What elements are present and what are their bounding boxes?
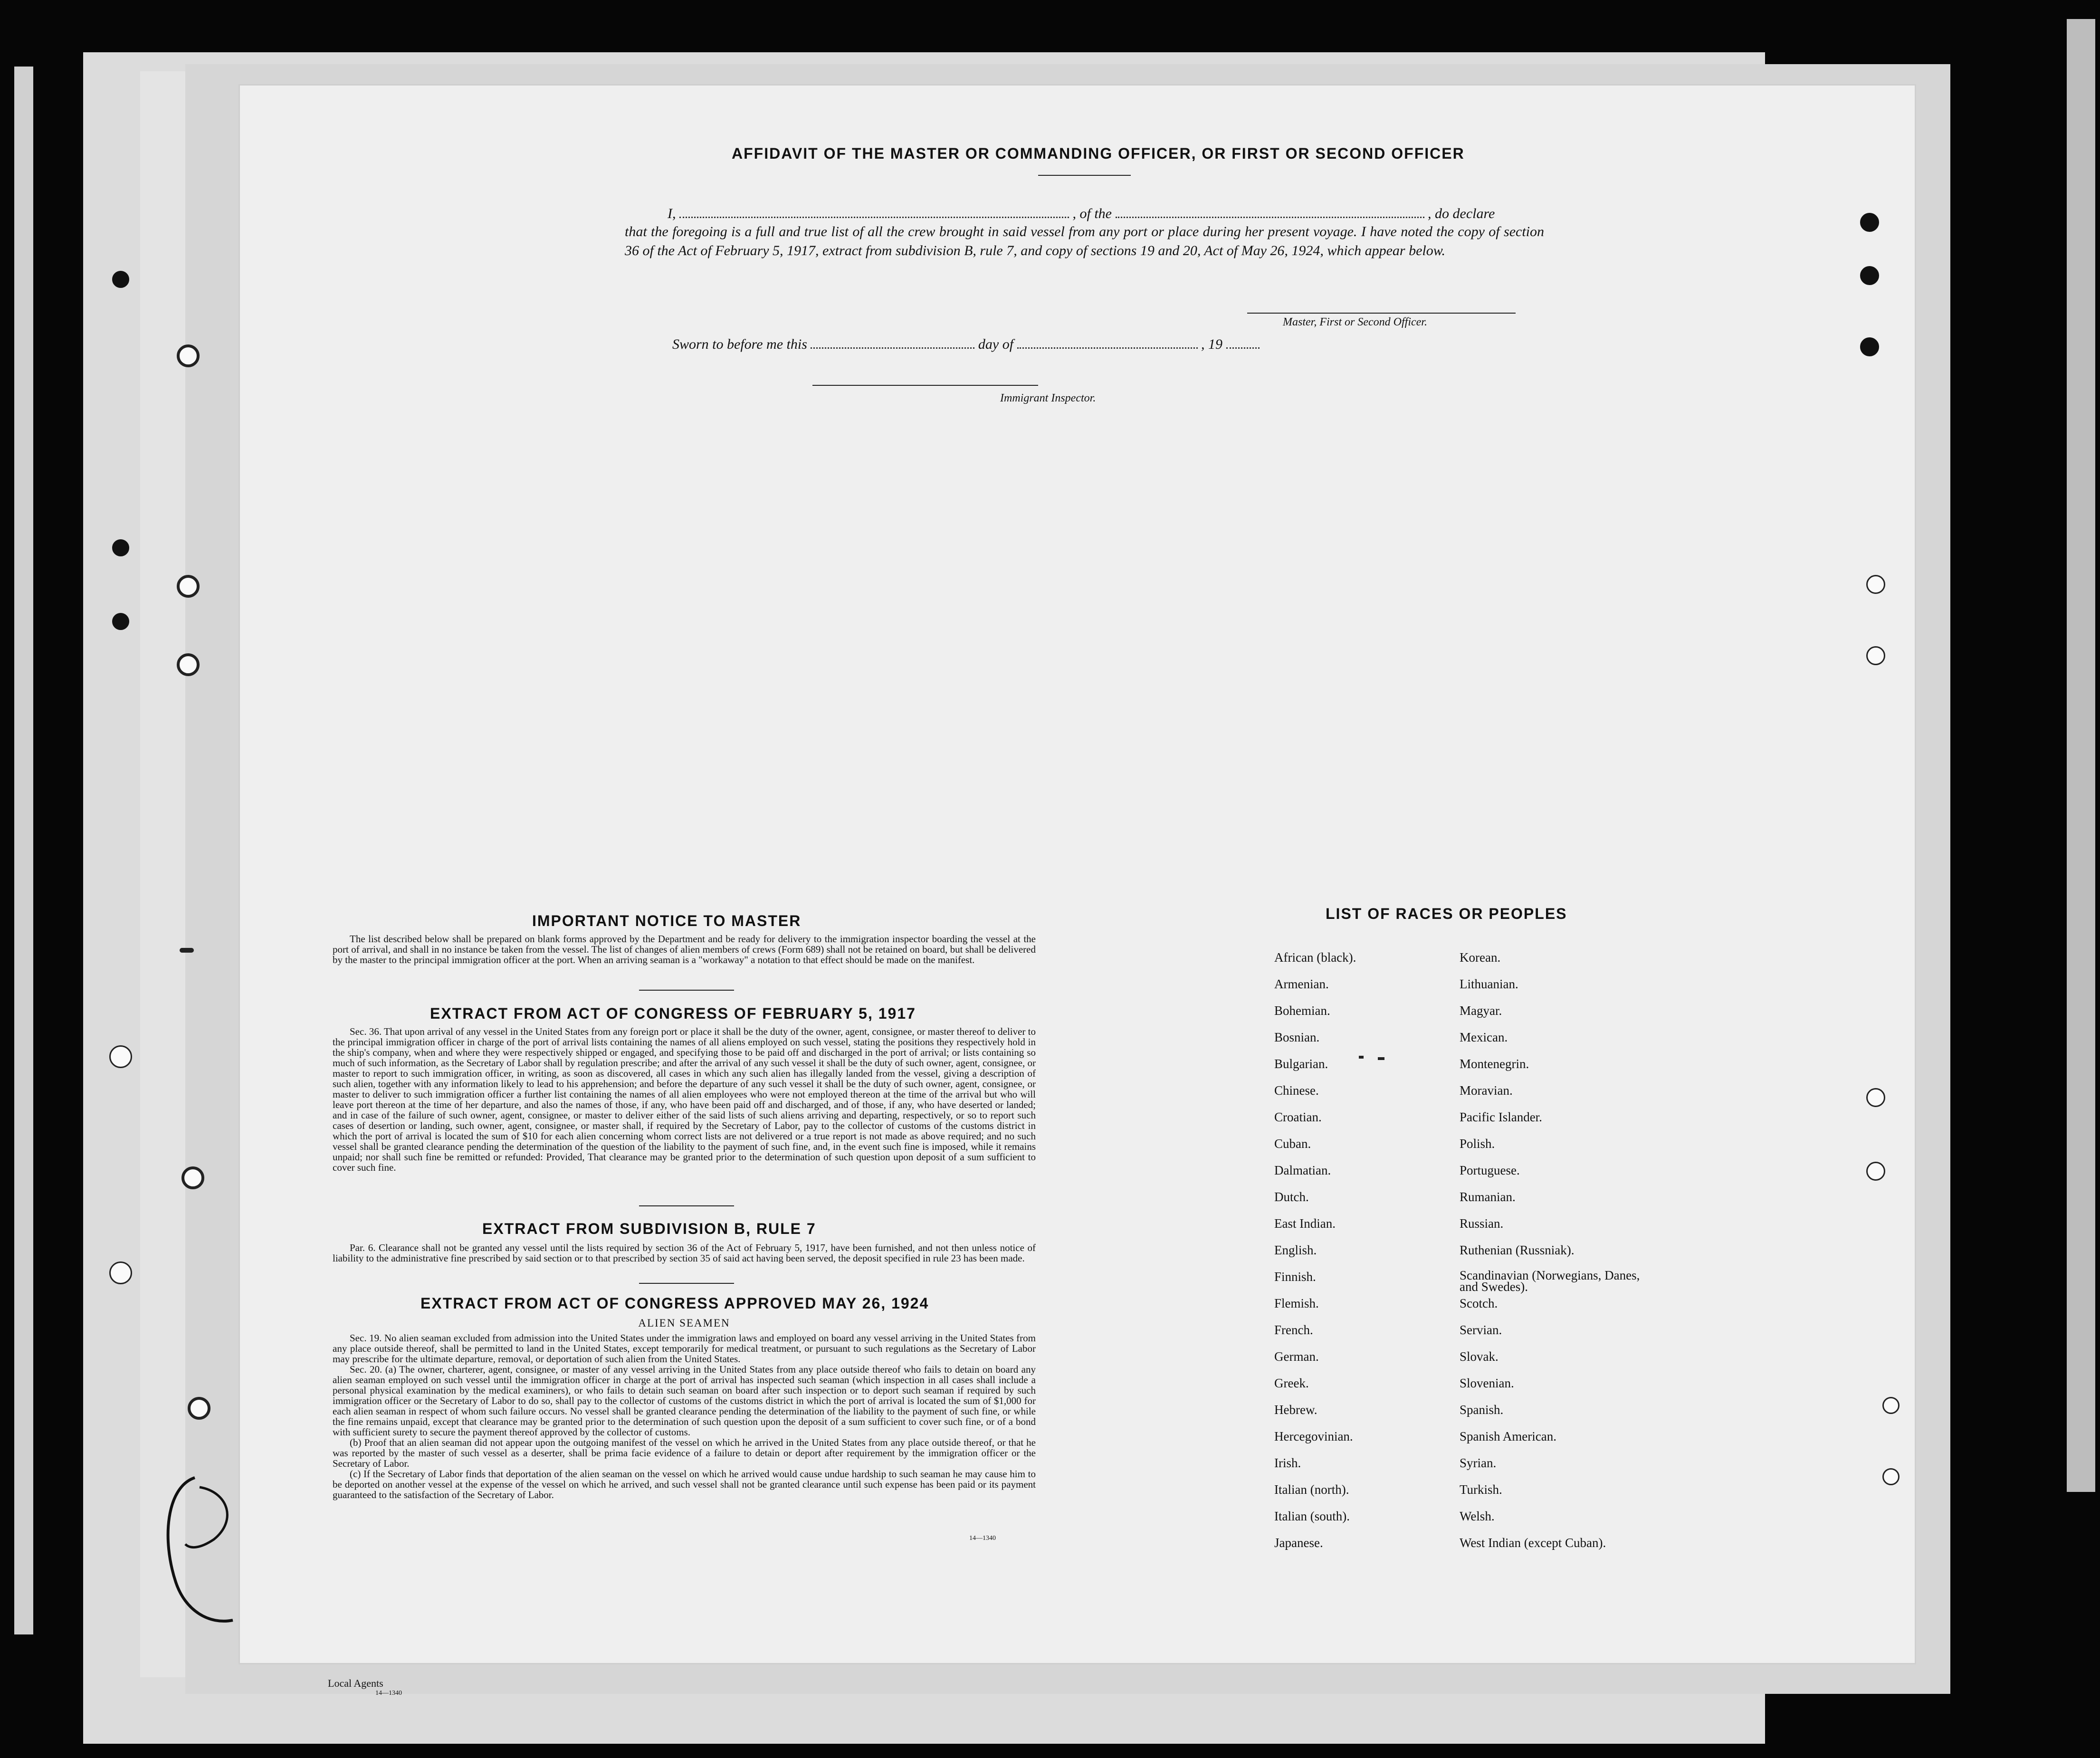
race-item: Spanish American. (1460, 1429, 1556, 1443)
affidavit-of-the: , of the (1072, 206, 1112, 221)
punch-hole (1866, 575, 1885, 594)
extract-1917-title: EXTRACT FROM ACT OF CONGRESS OF FEBRUARY 5, 1917 (430, 1005, 916, 1022)
notice-body: The list described below shall be prepared on blank forms approved by the Department and be ready for delivery to the immigration inspector boarding the vessel at the port of arrival, and shall in no instance be taken from the vessel. The list of changes of alien members of crews (Form 689) shall not be retained on board, but shall be delivered by the master to the principal immigration officer at the port. When an arriving seaman is a "workaway" a notation to that effect should be made on the manifest. (333, 933, 1036, 965)
punch-hole (109, 1261, 132, 1284)
race-item: Irish. (1274, 1456, 1301, 1470)
sworn-day-field[interactable] (811, 334, 974, 349)
sworn-prefix: Sworn to before me this (672, 336, 807, 352)
section-19: Sec. 19. No alien seaman excluded from admission into the United States under the immigration laws and employed on board any vessel arriving in the United States from any place outside thereof, shall be permitted to land in the United States, except temporarily for medical treatment, or pursuant to such regulations as the Secretary of Labor may prescribe for the ultimate departure, removal, or deportation of such alien from the United States. (333, 1332, 1036, 1365)
race-item: Russian. (1460, 1216, 1504, 1231)
race-item: Turkish. (1460, 1482, 1502, 1497)
race-item: Moravian. (1460, 1083, 1513, 1098)
vessel-name-field[interactable] (1116, 203, 1424, 218)
section-20c: (c) If the Secretary of Labor finds that deportation of the alien seaman on the vessel on which he arrived would cause undue hardship to such seaman he may cause him to be deported on another vessel at the expense of the vessel on which he arrived, and such vessel shall not be granted clearance until such expense has been paid or its payment guaranteed to the satisfaction of the Secretary of Labor. (333, 1468, 1036, 1500)
affidavit-title: AFFIDAVIT OF THE MASTER OR COMMANDING OFFICER, OR FIRST OR SECOND OFFICER (732, 145, 1465, 162)
race-item: Italian (north). (1274, 1482, 1349, 1497)
race-item: Armenian. (1274, 977, 1329, 991)
race-item: Pacific Islander. (1460, 1110, 1542, 1124)
punch-hole (112, 271, 129, 288)
race-item: English. (1274, 1243, 1317, 1257)
race-item: East Indian. (1274, 1216, 1336, 1231)
punch-hole (188, 1397, 210, 1420)
signature-label: Master, First or Second Officer. (1283, 316, 1427, 328)
form-number: 14—1340 (969, 1535, 996, 1542)
rule7-title: EXTRACT FROM SUBDIVISION B, RULE 7 (482, 1220, 816, 1237)
race-item: Syrian. (1460, 1456, 1497, 1470)
races-left-column (1274, 950, 1356, 1562)
race-item: Cuban. (1274, 1137, 1311, 1151)
signature-line[interactable] (1247, 313, 1516, 314)
local-agents-stamp (328, 1677, 402, 1697)
sworn-line (672, 334, 1260, 353)
race-item: Rumanian. (1460, 1190, 1516, 1204)
race-item: Servian. (1460, 1323, 1502, 1337)
sworn-month-field[interactable] (1017, 334, 1198, 349)
punch-hole (181, 1166, 204, 1189)
stamp-label: Local Agents (328, 1677, 383, 1689)
race-item: Welsh. (1460, 1509, 1495, 1523)
race-item: Bulgarian. (1274, 1057, 1328, 1071)
stamp-number: 14—1340 (375, 1690, 402, 1697)
race-item: Japanese. (1274, 1536, 1323, 1550)
punch-hole (112, 613, 129, 630)
punch-hole (1860, 213, 1879, 232)
affidavit-i: I, (668, 206, 676, 221)
rule7-body: Par. 6. Clearance shall not be granted any vessel until the lists required by section 36 of the Act of February 5, 1917, have been furnished, and not then unless notice of liability to the administrative fine prescribed by said section or to that prescribed by section 35 of said act having been served, the deposit specified in rule 23 has been made. (333, 1242, 1036, 1264)
punch-hole (1866, 1162, 1885, 1181)
page-edge-right (2067, 19, 2095, 1492)
punch-hole (112, 539, 129, 556)
affidavit-do-declare: , do declare (1428, 206, 1495, 221)
race-item: Flemish. (1274, 1296, 1319, 1310)
punch-hole (109, 1045, 132, 1068)
section-divider (639, 1283, 734, 1284)
race-item: Italian (south). (1274, 1509, 1350, 1523)
affidavit-body: that the foregoing is a full and true list of all the crew brought in said vessel from any port or place during her present voyage. I have noted the copy of section 36 of the Act of February 5, 1917, extract from subdivision B, rule 7, and copy of sections 19 and 20, Act of May 26, 1924, which appear below. (625, 224, 1544, 258)
punch-hole (1866, 646, 1885, 665)
extract-1924-title: EXTRACT FROM ACT OF CONGRESS APPROVED MAY 26, 1924 (420, 1295, 929, 1312)
race-item: West Indian (except Cuban). (1460, 1536, 1606, 1550)
notice-title: IMPORTANT NOTICE TO MASTER (532, 912, 802, 929)
race-item: Polish. (1460, 1137, 1495, 1151)
punch-hole (177, 575, 200, 598)
sworn-year: , 19 (1201, 336, 1223, 352)
section-divider (639, 990, 734, 991)
race-item: German. (1274, 1349, 1319, 1364)
race-item: Hercegovinian. (1274, 1429, 1353, 1443)
race-item: French. (1274, 1323, 1313, 1337)
race-item: Croatian. (1274, 1110, 1322, 1124)
page-edge-left (14, 67, 33, 1634)
race-item: Portuguese. (1460, 1163, 1520, 1177)
section-20a: Sec. 20. (a) The owner, charterer, agent, consignee, or master of any vessel arriving in the United States from any place outside thereof who fails to detain on board any alien seaman employed on such vessel until the immigration officer in charge at the port of arrival has inspected such seaman (which inspection in all cases shall include a personal physical examination by the medical examiners), or who fails to detain such seaman on board after such inspection or to deport such seaman if required by such immigration officer or the Secretary of Labor to do so, shall pay to the collector of customs of the customs district in which the port of arrival is located the sum of $1,000 for each alien seaman in respect of whom such failure occurs. No vessel shall be granted clearance pending the determination of the liability to the payment of such fine, or while the fine remains unpaid, except that clearance may be granted prior to the determination of such question upon the deposit of a sum sufficient to cover such fine, or of a bond with sufficient surety to secure the payment thereof approved by the collector of customs. (333, 1364, 1036, 1438)
race-item: Scotch. (1460, 1296, 1498, 1310)
race-item: Bosnian. (1274, 1030, 1320, 1044)
race-item: Scandinavian (Norwegians, Danes, and Swedes). (1460, 1268, 1640, 1294)
race-item: Greek. (1274, 1376, 1309, 1390)
extract-1924-body (333, 1333, 1036, 1500)
punch-hole (1860, 337, 1879, 356)
race-item: Bohemian. (1274, 1003, 1330, 1018)
handwritten-mark (162, 1468, 247, 1639)
races-right-column (1460, 950, 1659, 1562)
inspector-signature-line[interactable] (812, 385, 1038, 386)
race-item: Mexican. (1460, 1030, 1508, 1044)
punch-hole (1882, 1468, 1900, 1485)
race-item: Dalmatian. (1274, 1163, 1331, 1177)
race-item: Hebrew. (1274, 1403, 1317, 1417)
ink-speck (1359, 1056, 1364, 1059)
ink-speck (180, 948, 194, 953)
sworn-year-field[interactable] (1226, 334, 1260, 349)
race-item: Slovak. (1460, 1349, 1499, 1364)
race-item: Magyar. (1460, 1003, 1502, 1018)
master-name-field[interactable] (679, 203, 1069, 218)
punch-hole (1866, 1088, 1885, 1107)
race-item: Lithuanian. (1460, 977, 1518, 991)
punch-hole (177, 653, 200, 676)
race-item: Dutch. (1274, 1190, 1309, 1204)
ink-speck (1378, 1057, 1384, 1060)
race-item: Spanish. (1460, 1403, 1504, 1417)
inspector-label: Immigrant Inspector. (1000, 392, 1096, 404)
race-item: Chinese. (1274, 1083, 1319, 1098)
race-item: African (black). (1274, 950, 1356, 965)
title-underline (1038, 175, 1131, 176)
extract-1924-subtitle: ALIEN SEAMEN (638, 1317, 730, 1329)
punch-hole (177, 344, 200, 367)
race-item: Finnish. (1274, 1270, 1316, 1284)
races-title: LIST OF RACES OR PEOPLES (1326, 905, 1567, 922)
sworn-day-of: day of (978, 336, 1014, 352)
race-item: Ruthenian (Russniak). (1460, 1243, 1575, 1257)
affidavit-declaration-line (668, 203, 1495, 222)
race-item: Korean. (1460, 950, 1501, 965)
punch-hole (1882, 1397, 1900, 1414)
section-divider (639, 1205, 734, 1206)
punch-hole (1860, 266, 1879, 285)
race-item: Montenegrin. (1460, 1057, 1529, 1071)
extract-1917-body: Sec. 36. That upon arrival of any vessel in the United States from any foreign port or place it shall be the duty of the owner, agent, consignee, or master thereof to deliver to the principal immigration officer in charge of the port of arrival lists containing the names of all aliens employed on such vessel, stating the positions they respectively hold in the ship's company, when and where they were respectively shipped or engaged, and specifying those to be paid off and discharged in the port of arrival; or lists containing so much of such information, as the Secretary of Labor shall by regulation prescribe; and after the arrival of any such vessel it shall be the duty of such owner, agent, consignee, or master to report to such immigration officer, in writing, as soon as discovered, all cases in which any such alien has illegally landed from the vessel, giving a description of such alien, together with any information likely to lead to his apprehension; and before the departure of any such vessel it shall be the duty of such owner, agent, consignee, or master to deliver to such immigration officer a further list containing the names of all alien employees who were not employed thereon at the time of the arrival but who will leave port thereon at the time of her departure, and also the names of those, if any, who have been paid off and discharged, and of those, if any, who have deserted or landed; and in case of the failure of such owner, agent, consignee, or master to deliver either of the said lists of such aliens arriving and departing, respectively, or so to report such cases of desertion or landing, such owner, agent, consignee, or master shall, if required by the Secretary of Labor, pay to the collector of customs of the customs district in which the port of arrival is located the sum of $10 for each alien concerning whom correct lists are not delivered or a true report is not made as above required; and no such vessel shall be granted clearance pending the determination of the question of the liability to the payment of such fine, and, in the event such fine is imposed, while it remains unpaid; nor shall such fine be remitted or refunded: Provided, That clearance may be granted prior to the determination of such question upon deposit of a sum sufficient to cover such fine. (333, 1026, 1036, 1173)
race-item: Slovenian. (1460, 1376, 1514, 1390)
section-20b: (b) Proof that an alien seaman did not appear upon the outgoing manifest of the vessel on which he arrived in the United States from any place outside thereof, or that he was reported by the master of such vessel as a deserter, shall be prima facie evidence of a failure to detain or deport after requirement by the immigration officer or the Secretary of Labor. (333, 1437, 1036, 1469)
